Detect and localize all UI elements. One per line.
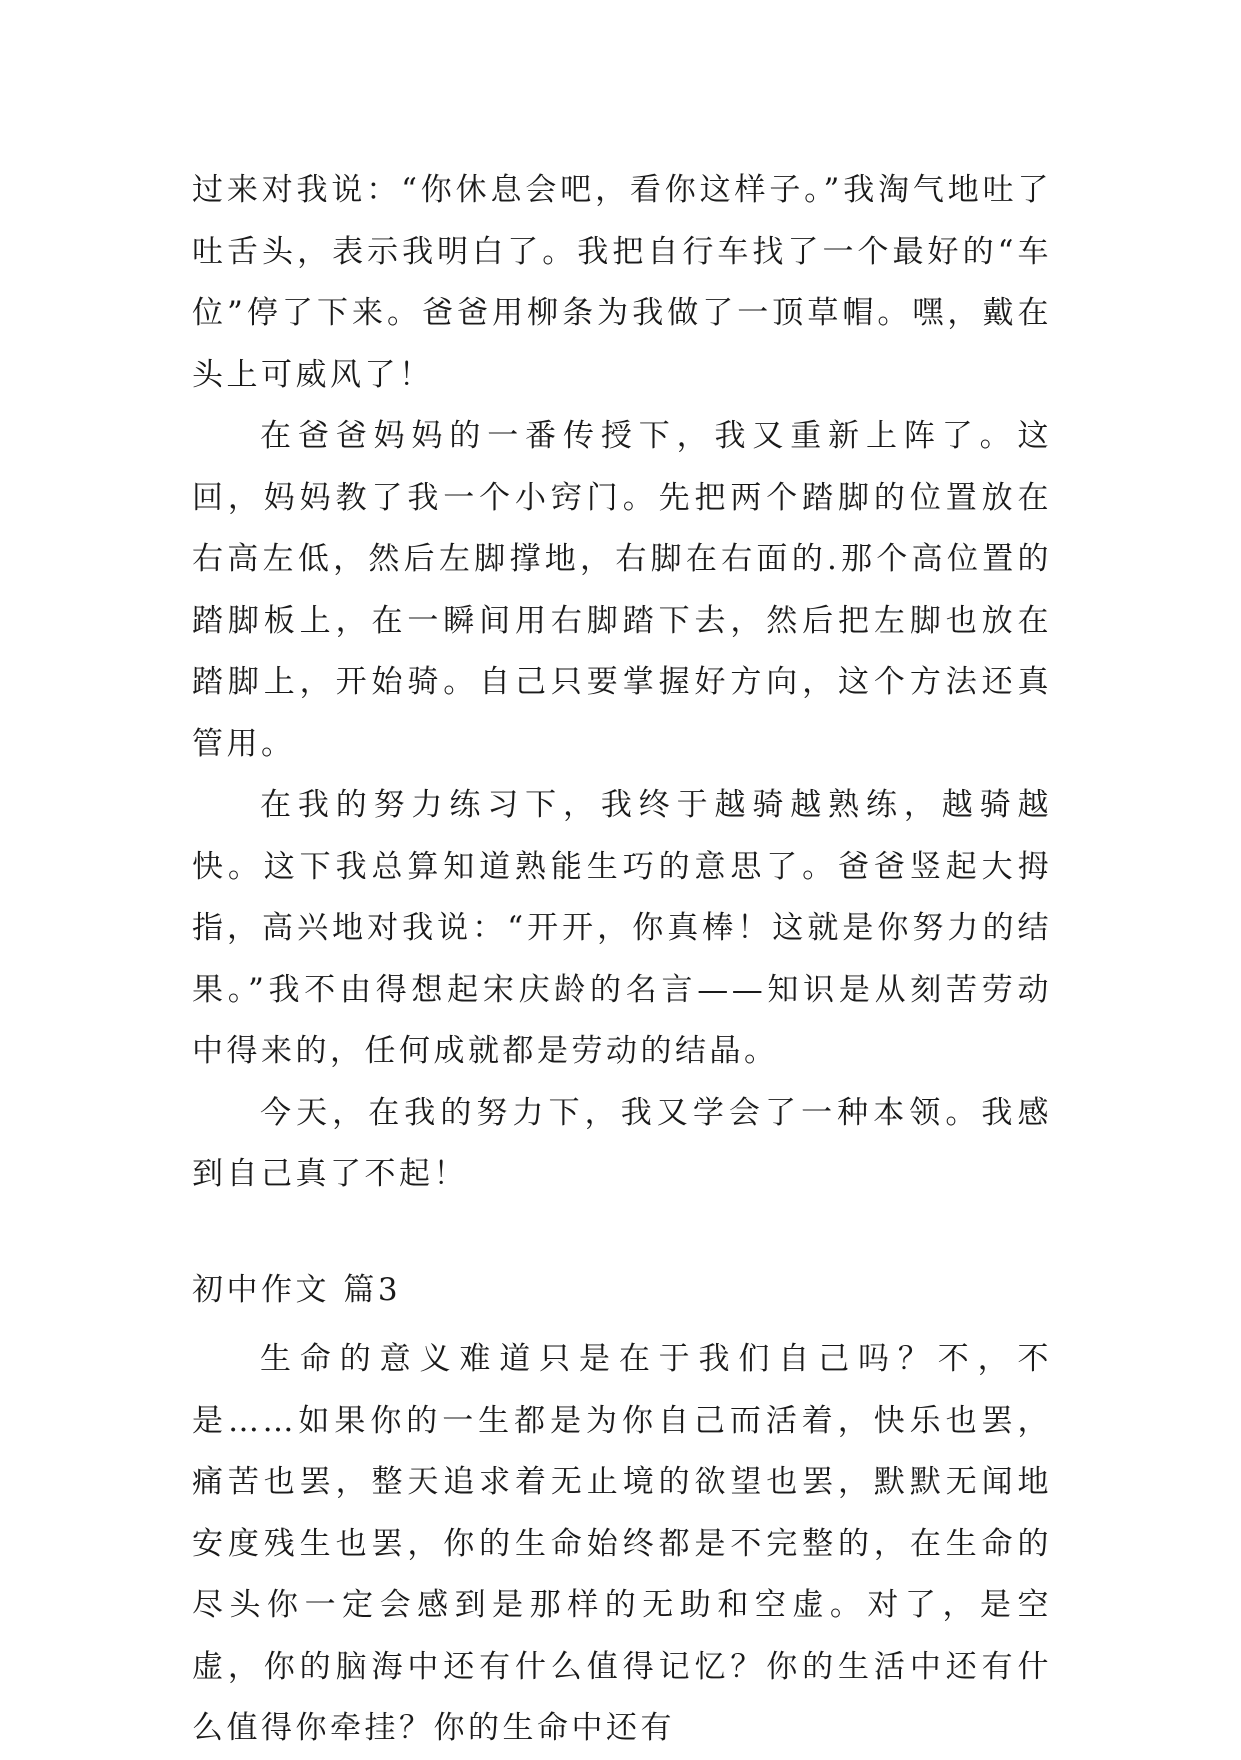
section-heading: 初中作文 篇3 xyxy=(192,1271,402,1308)
paragraph-continued: 过来对我说：“你休息会吧，看你这样子。”我淘气地吐了吐舌头，表示我明白了。我把自行车找了一个最好的“车位”停了下来。爸爸用柳条为我做了一顶草帽。嘿，戴在头上可威风了！ xyxy=(192,172,1052,393)
paragraph: 在我的努力练习下，我终于越骑越熟练，越骑越快。这下我总算知道熟能生巧的意思了。爸爸竖起大拇指，高兴地对我说：“开开，你真棒！这就是你努力的结果。”我不由得想起宋庆龄的名言——知识是从刻苦劳动中得来的，任何成就都是劳动的结晶。 xyxy=(192,787,1052,1069)
paragraph: 在爸爸妈妈的一番传授下，我又重新上阵了。这回，妈妈教了我一个小窍门。先把两个踏脚的位置放在右高左低，然后左脚撑地，右脚在右面的.那个高位置的踏脚板上，在一瞬间用右脚踏下去，然后把左脚也放在踏脚上，开始骑。自己只要掌握好方向，这个方法还真管用。 xyxy=(192,418,1052,762)
paragraph: 今天，在我的努力下，我又学会了一种本领。我感到自己真了不起！ xyxy=(192,1094,1052,1192)
paragraph: 生命的意义难道只是在于我们自己吗？不，不是……如果你的一生都是为你自己而活着，快乐也罢，痛苦也罢，整天追求着无止境的欲望也罢，默默无闻地安度残生也罢，你的生命始终都是不完整的，在生命的尽头你一定会感到是那样的无助和空虚。对了，是空虚，你的脑海中还有什么值得记忆？你的生活中还有什么值得你牵挂？你的生命中还有 xyxy=(192,1341,1052,1746)
document-page xyxy=(192,160,1052,1760)
